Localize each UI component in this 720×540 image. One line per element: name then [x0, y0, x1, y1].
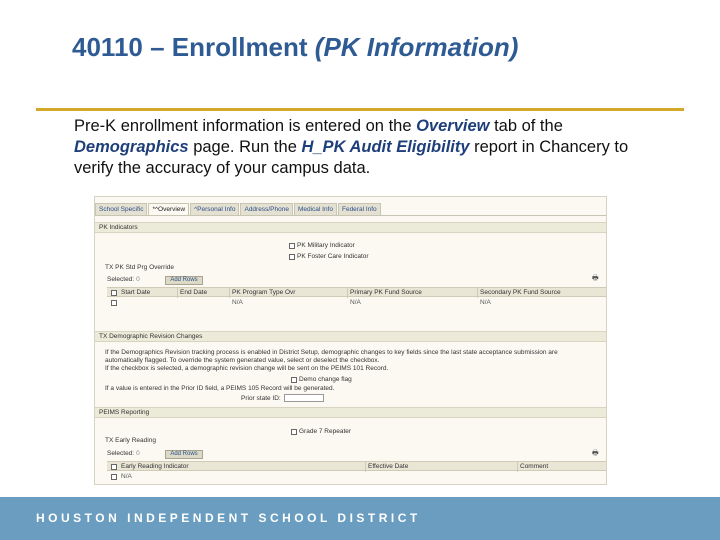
title-main: 40110 – Enrollment — [72, 32, 315, 62]
early-reading-select-all-checkbox[interactable] — [111, 464, 117, 470]
demo-revision-line-3: If the checkbox is selected, a demographic revision change will be sent on the PEIMS 101 Record. — [105, 365, 389, 372]
row-checkbox[interactable] — [111, 474, 117, 480]
body-text-1: Pre-K enrollment information is entered on the — [74, 117, 417, 135]
tab-overview[interactable]: *^Overview — [148, 203, 189, 215]
overview-emphasis: Overview — [416, 117, 490, 135]
table-row[interactable] — [107, 472, 607, 482]
pk-indicators-header: PK Indicators — [95, 222, 607, 233]
col-primary-fund[interactable]: Primary PK Fund Source — [350, 289, 422, 296]
col-divider — [347, 288, 348, 298]
tab-federal-info[interactable]: Federal Info — [338, 203, 381, 215]
col-end-date[interactable]: End Date — [180, 289, 208, 296]
col-divider — [365, 462, 366, 472]
tab-medical-info[interactable]: Medical Info — [294, 203, 337, 215]
early-reading-grid-header — [107, 461, 607, 471]
early-reading-header: TX Early Reading — [105, 437, 156, 444]
demographics-screenshot — [94, 196, 607, 485]
demo-revision-header: TX Demographic Revision Changes — [95, 331, 607, 342]
std-prg-header: TX PK Std Prg Override — [105, 264, 174, 271]
prior-state-id-row — [241, 394, 324, 402]
pk-military-checkbox[interactable] — [289, 243, 295, 249]
pk-military-label: PK Military Indicator — [297, 242, 355, 249]
pk-foster-label: PK Foster Care Indicator — [297, 253, 369, 260]
cell-primary-fund: N/A — [350, 299, 361, 306]
demo-flag-row — [291, 376, 352, 383]
prior-id-note: If a value is entered in the Prior ID field, a PEIMS 105 Record will be generated. — [105, 385, 335, 392]
report-emphasis: H_PK Audit Eligibility — [301, 138, 470, 156]
early-reading-add-rows-button[interactable]: Add Rows — [165, 450, 203, 459]
prior-state-id-label: Prior state ID: — [241, 394, 281, 402]
early-reading-selected-label: Selected: — [107, 450, 135, 457]
cell-secondary-fund: N/A — [480, 299, 491, 306]
cell-pk-program-type: N/A — [232, 299, 243, 306]
col-start-date[interactable]: Start Date — [121, 289, 151, 296]
col-divider — [229, 288, 230, 298]
pk-military-row — [289, 242, 355, 249]
col-divider — [517, 462, 518, 472]
prior-state-id-input[interactable] — [284, 394, 324, 402]
tab-strip-line — [95, 215, 607, 216]
footer-district-name: HOUSTON INDEPENDENT SCHOOL DISTRICT — [36, 511, 421, 525]
col-divider — [477, 288, 478, 298]
std-prg-add-rows-button[interactable]: Add Rows — [165, 276, 203, 285]
slide-title — [72, 32, 518, 63]
col-pk-program-type[interactable]: PK Program Type Ovr — [232, 289, 296, 296]
body-text-4: report in Chancery to verify the accuracy of your campus data. — [74, 138, 629, 177]
col-comment[interactable]: Comment — [520, 463, 549, 470]
demo-revision-line-1: If the Demographics Revision tracking process is enabled in District Setup, demographic changes to key fields since the last state acceptance submission are — [105, 349, 558, 356]
std-prg-selected — [107, 276, 140, 283]
footer-bar — [0, 497, 720, 540]
table-row[interactable] — [107, 298, 607, 308]
row-checkbox[interactable] — [111, 300, 117, 306]
std-prg-selected-count: 0 — [136, 276, 140, 283]
demo-change-flag-label: Demo change flag — [299, 376, 352, 383]
slide-body-text — [74, 116, 634, 179]
demo-revision-line-2: automatically flagged. To override the system generated value, select or deselect the checkbox. — [105, 357, 380, 364]
std-prg-select-all-checkbox[interactable] — [111, 290, 117, 296]
title-italic: (PK Information) — [314, 32, 519, 62]
title-divider — [36, 108, 684, 111]
demo-change-flag-checkbox[interactable] — [291, 377, 297, 383]
col-divider — [177, 288, 178, 298]
std-prg-selected-label: Selected: — [107, 276, 135, 283]
tab-personal-info[interactable]: ^Personal Info — [190, 203, 239, 215]
body-text-3: page. Run the — [188, 138, 302, 156]
col-effective-date[interactable]: Effective Date — [368, 463, 409, 470]
body-text-2: tab of the — [489, 117, 563, 135]
grade7-repeater-checkbox[interactable] — [291, 429, 297, 435]
print-icon[interactable]: 🖶 — [592, 450, 599, 457]
tab-address-phone[interactable]: Address/Phone — [240, 203, 292, 215]
print-icon[interactable]: 🖶 — [592, 275, 599, 282]
early-reading-selected — [107, 450, 140, 457]
grade7-repeater-label: Grade 7 Repeater — [299, 428, 352, 435]
demographics-emphasis: Demographics — [74, 138, 189, 156]
early-reading-selected-count: 0 — [136, 450, 140, 457]
col-early-reading-indicator[interactable]: Early Reading Indicator — [121, 463, 189, 470]
col-secondary-fund[interactable]: Secondary PK Fund Source — [480, 289, 561, 296]
std-prg-grid-header — [107, 287, 607, 297]
pk-foster-checkbox[interactable] — [289, 254, 295, 260]
grade7-row — [291, 428, 351, 435]
tab-bar — [95, 203, 382, 215]
cell-early-reading-indicator: N/A — [121, 473, 132, 480]
tab-school-specific[interactable]: School Specific — [95, 203, 147, 215]
pk-foster-row — [289, 253, 369, 260]
peims-header: PEIMS Reporting — [95, 407, 607, 418]
